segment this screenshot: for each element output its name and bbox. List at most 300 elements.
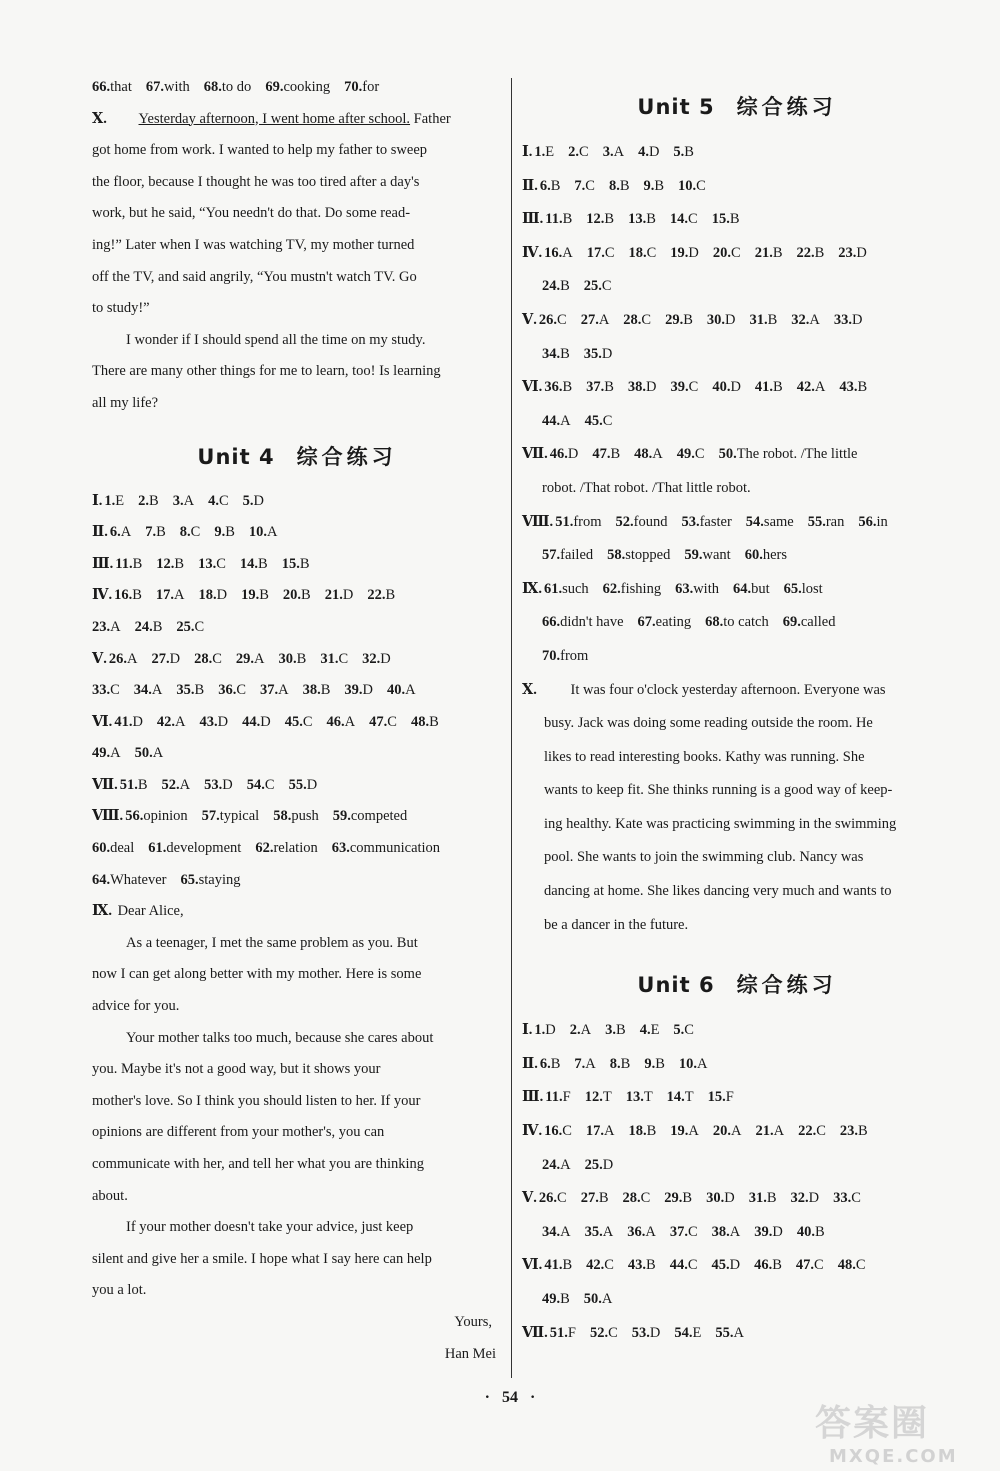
answer-value: A — [560, 1223, 571, 1240]
answer-item — [542, 614, 624, 630]
answer-value: D — [132, 713, 143, 730]
answer-value: D — [730, 379, 741, 396]
question-number: 31. — [320, 650, 339, 667]
question-number: 15. — [711, 211, 730, 228]
question-number: 2. — [568, 144, 580, 160]
question-number: 30. — [278, 650, 297, 667]
question-number: 48. — [837, 1257, 856, 1274]
answer-value: B — [550, 1055, 561, 1072]
answer-value: A — [405, 682, 416, 699]
answer-value: A — [696, 1055, 708, 1072]
answer-item — [204, 777, 233, 793]
answer-value: B — [194, 682, 205, 699]
answer-value: B — [598, 1190, 609, 1207]
section-label: Ⅲ. — [92, 555, 114, 572]
question-number: 9. — [644, 1055, 656, 1072]
answer-row — [522, 1115, 952, 1149]
letter-signature: Han Mei — [444, 1345, 496, 1362]
answer-item — [92, 745, 121, 761]
answer-value: C — [731, 244, 741, 261]
answer-item — [603, 144, 624, 160]
answer-value: C — [218, 492, 229, 509]
question-number: 69. — [265, 79, 284, 95]
answer-row — [522, 304, 952, 338]
answer-value: F — [725, 1089, 734, 1106]
answer-value: C — [110, 682, 120, 699]
answer-value: B — [773, 379, 783, 396]
answer-value: B — [562, 379, 573, 396]
essay-x-left — [92, 104, 502, 420]
answer-value: B — [560, 278, 570, 295]
essay-line: be a dancer in the future. — [544, 916, 689, 933]
answer-value: C — [851, 1190, 861, 1207]
answer-item — [707, 312, 736, 328]
answer-item — [719, 446, 858, 462]
section-label: Ⅱ. — [522, 177, 538, 194]
answer-value: C — [557, 1190, 567, 1207]
answer-item — [327, 714, 356, 730]
answer-value: B — [766, 1190, 777, 1207]
right-column — [522, 78, 952, 1350]
answer-value: D — [362, 682, 374, 699]
question-number: 10. — [678, 177, 697, 194]
question-number: 32. — [791, 311, 810, 328]
unit5-title — [522, 78, 952, 136]
answer-item — [92, 619, 121, 635]
essay-line: the floor, because I thought he was too tired after a day's — [92, 173, 420, 190]
answer-value: B — [767, 311, 778, 328]
answer-row — [92, 517, 502, 549]
answer-item — [115, 556, 142, 572]
answer-value: B — [301, 587, 311, 604]
answer-value: C — [687, 1257, 698, 1274]
answer-item — [581, 312, 610, 328]
question-number: 12. — [586, 211, 605, 228]
question-number: 49. — [676, 446, 695, 463]
question-number: 35. — [584, 1223, 603, 1240]
answer-row — [522, 371, 952, 405]
question-number: 60. — [744, 547, 763, 564]
answer-item — [265, 79, 330, 95]
answer-value: D — [852, 311, 863, 328]
page-number: · 54 · — [484, 1389, 536, 1406]
left-column — [92, 72, 502, 1370]
answer-value: cooking — [283, 79, 331, 95]
answer-item — [320, 651, 348, 667]
answer-value: called — [800, 614, 836, 631]
answer-value: A — [773, 1123, 785, 1140]
answer-value: D — [260, 713, 271, 730]
answer-value: A — [814, 379, 826, 396]
answer-item — [708, 1089, 734, 1105]
question-number: 58. — [607, 547, 626, 564]
answer-item — [542, 346, 570, 362]
answer-item — [581, 1190, 609, 1206]
answer-item — [755, 245, 783, 261]
answer-item — [214, 524, 235, 540]
answer-item — [628, 379, 657, 395]
answer-value: C — [602, 412, 613, 429]
section-label: Ⅰ. — [522, 144, 533, 160]
answer-value: C — [338, 650, 349, 667]
section-label: Ⅱ. — [522, 1055, 538, 1072]
answer-row — [522, 237, 952, 271]
essay-line: dancing at home. She likes dancing very much and wants to — [544, 883, 892, 900]
answer-value: want — [702, 547, 731, 564]
answer-value: A — [254, 650, 265, 667]
letter-line: you a lot. — [92, 1282, 147, 1299]
question-number: 14. — [669, 211, 689, 228]
answer-value: same — [763, 513, 794, 530]
answer-item — [570, 1022, 591, 1038]
answer-value: C — [684, 1022, 694, 1039]
answer-item — [114, 714, 143, 730]
unit-title-cn: 综合练习 — [736, 973, 837, 998]
question-number: 45. — [711, 1257, 730, 1274]
essay-line: got home from work. I wanted to help my father to sweep — [92, 142, 428, 159]
answer-item — [249, 524, 278, 540]
question-number: 14. — [666, 1089, 685, 1106]
answer-value: deal — [110, 840, 135, 857]
answer-value: A — [809, 311, 820, 328]
question-number: 12. — [584, 1089, 603, 1106]
answer-value: The robot. /The little — [736, 446, 858, 463]
answer-item — [754, 1224, 783, 1240]
answer-value: stopped — [625, 547, 671, 564]
essay-line: busy. Jack was doing some reading outside the room. He — [544, 715, 873, 732]
answer-value: A — [110, 745, 121, 762]
answer-item — [706, 1190, 735, 1206]
answer-value: B — [225, 524, 235, 541]
answer-value: C — [688, 379, 699, 396]
answer-value: B — [610, 446, 621, 463]
section-label: Ⅶ. — [522, 446, 548, 463]
question-number: 55. — [288, 776, 307, 793]
question-number: 5. — [242, 492, 254, 509]
unit-title-en: Unit 5 — [637, 95, 715, 119]
answer-value: C — [608, 1324, 618, 1341]
answer-value: faster — [699, 513, 732, 530]
question-number: 32. — [790, 1190, 809, 1207]
section-label: Ⅱ. — [92, 524, 108, 541]
answer-item — [92, 872, 166, 888]
question-number: 36. — [218, 682, 237, 699]
answer-item — [622, 1190, 650, 1206]
answer-item — [387, 682, 416, 698]
section-label: Ⅶ. — [92, 776, 118, 793]
answer-item — [629, 1123, 657, 1139]
answer-value: B — [259, 587, 269, 604]
answer-item — [544, 1123, 572, 1139]
answer-item — [283, 587, 311, 603]
answer-value: E — [545, 144, 555, 160]
answer-value: A — [266, 524, 278, 541]
answer-value: C — [816, 1123, 826, 1140]
answer-item — [303, 682, 331, 698]
answer-row — [92, 865, 502, 897]
letter-line: now I can get along better with my mother. Here is some — [92, 966, 422, 983]
answer-item — [289, 777, 318, 793]
answer-item — [616, 514, 668, 530]
answer-value: B — [654, 177, 665, 194]
answer-row — [522, 1182, 952, 1216]
question-number: 69. — [782, 614, 801, 631]
answer-value: ran — [825, 513, 845, 530]
answer-item — [628, 211, 656, 227]
answer-item — [540, 1056, 561, 1072]
answer-item — [236, 651, 265, 667]
answer-item — [670, 1257, 698, 1273]
answer-value: B — [646, 211, 656, 228]
question-number: 57. — [201, 808, 220, 825]
answer-item — [797, 245, 825, 261]
question-number: 8. — [179, 524, 191, 541]
answer-item — [733, 581, 770, 597]
answer-block-top — [92, 72, 502, 104]
answer-item — [260, 682, 289, 698]
answer-item — [135, 619, 163, 635]
answer-value: D — [545, 1022, 556, 1039]
essay-underlined-sentence: Yesterday afternoon, I went home after school. — [138, 110, 411, 127]
answer-value: staying — [198, 871, 241, 888]
essay-line: There are many other things for me to learn, too! Is learning — [92, 363, 441, 380]
essay-line: wants to keep fit. She thinks running is a good way of keep- — [544, 782, 893, 799]
section-label: Ⅰ. — [522, 1022, 533, 1039]
answer-item — [545, 1089, 570, 1105]
answer-value: B — [560, 1291, 570, 1307]
section-label: Ⅵ. — [92, 713, 113, 730]
answer-item — [156, 556, 184, 572]
question-number: 40. — [712, 379, 731, 396]
answer-value: from — [573, 513, 602, 530]
question-number: 23. — [839, 1123, 859, 1140]
answer-item — [585, 1157, 614, 1173]
answer-value: D — [808, 1190, 820, 1207]
answer-item — [176, 619, 204, 635]
answer-value: typical — [219, 808, 260, 825]
answer-item — [134, 682, 163, 698]
answer-item — [333, 808, 408, 824]
answer-item — [180, 872, 240, 888]
question-number: 47. — [592, 446, 611, 463]
answer-item — [673, 144, 694, 160]
answer-value: T — [684, 1089, 694, 1106]
answer-item — [634, 446, 663, 462]
answer-row — [92, 72, 502, 104]
question-number: 53. — [204, 776, 223, 793]
answer-item — [586, 379, 614, 395]
answer-row — [522, 405, 952, 439]
question-number: 39. — [754, 1223, 773, 1240]
essay-x-right — [522, 674, 952, 943]
question-number: 32. — [362, 650, 381, 667]
answer-item — [198, 556, 226, 572]
answer-value: A — [602, 1223, 614, 1240]
answer-value: E — [692, 1324, 702, 1341]
answer-row — [522, 1216, 952, 1250]
answer-item — [367, 587, 395, 603]
answer-value: A — [613, 144, 625, 160]
answer-item — [156, 587, 185, 603]
question-number: 39. — [670, 379, 689, 396]
answer-value: A — [560, 412, 571, 429]
answer-value: in — [876, 513, 888, 530]
answer-item — [712, 379, 741, 395]
essay-line: work, but he said, “You needn't do that. Do some read- — [92, 205, 411, 222]
answer-value: C — [604, 1257, 614, 1274]
answer-value: B — [646, 1257, 656, 1274]
question-number: 66. — [92, 79, 111, 95]
answer-value: B — [149, 492, 159, 509]
question-number: 22. — [798, 1123, 817, 1140]
answer-item — [273, 808, 319, 824]
question-number: 62. — [255, 840, 274, 857]
answer-item — [157, 714, 186, 730]
question-number: 66. — [542, 614, 561, 631]
question-number: 39. — [344, 682, 363, 699]
answer-value: B — [858, 1123, 868, 1140]
answer-value: F — [567, 1324, 576, 1341]
answer-row — [522, 338, 952, 372]
question-number: 63. — [675, 580, 694, 597]
question-number: 42. — [796, 379, 815, 396]
answer-item — [362, 651, 391, 667]
answer-row — [522, 640, 952, 674]
unit4-answers — [92, 486, 502, 897]
answer-item — [241, 587, 269, 603]
question-number: 15. — [707, 1089, 726, 1106]
question-number: 51. — [119, 776, 138, 793]
answer-value: D — [253, 492, 264, 509]
answer-item — [678, 178, 706, 194]
answer-item — [242, 714, 271, 730]
answer-value: B — [550, 177, 561, 194]
answer-item — [173, 493, 194, 509]
question-number: 26. — [538, 311, 558, 328]
letter-line: If your mother doesn't take your advice, just keep — [126, 1219, 414, 1236]
answer-item — [840, 1123, 868, 1139]
question-number: 59. — [332, 808, 351, 825]
answer-value: B — [646, 1123, 657, 1140]
answer-item — [344, 682, 373, 698]
question-number: 28. — [622, 1190, 641, 1207]
answer-item — [756, 1123, 785, 1139]
answer-item — [644, 178, 665, 194]
answer-item — [550, 1325, 576, 1341]
question-number: 43. — [839, 379, 858, 396]
question-number: 46. — [754, 1257, 773, 1274]
answer-value: found — [633, 513, 668, 530]
answer-value: D — [856, 244, 867, 261]
answer-item — [713, 245, 741, 261]
section-label: Ⅵ. — [522, 379, 543, 396]
answer-item — [540, 178, 561, 194]
question-number: 70. — [344, 79, 363, 95]
question-number: 57. — [542, 547, 561, 564]
answer-item — [670, 1224, 698, 1240]
question-number: 1. — [104, 492, 116, 509]
answer-value: C — [814, 1257, 824, 1274]
question-number: 24. — [542, 1156, 561, 1173]
answer-value: C — [641, 311, 652, 328]
question-number: 3. — [172, 492, 184, 509]
question-number: 1. — [534, 144, 546, 160]
answer-item — [712, 1224, 741, 1240]
question-number: 8. — [609, 1055, 621, 1072]
section-label: Ⅸ. — [522, 580, 542, 597]
answer-item — [584, 278, 612, 294]
answer-value: B — [385, 587, 396, 604]
question-number: 58. — [273, 808, 292, 825]
answer-value: T — [602, 1089, 612, 1106]
question-number: 65. — [783, 580, 802, 597]
answer-item — [344, 79, 379, 95]
answer-item — [627, 1224, 656, 1240]
answer-item — [255, 840, 317, 856]
answer-item — [176, 682, 204, 698]
answer-value: B — [258, 555, 268, 572]
answer-row — [522, 136, 952, 170]
answer-row — [522, 506, 952, 540]
answer-value: B — [299, 555, 310, 572]
question-number: 52. — [615, 513, 634, 530]
question-number: 63. — [331, 840, 350, 857]
answer-value: B — [620, 1055, 631, 1072]
question-number: 7. — [145, 524, 157, 541]
question-number: 42. — [586, 1257, 605, 1274]
essay-line-rest: Father — [410, 110, 451, 127]
answer-item — [838, 245, 867, 261]
question-number: 37. — [586, 379, 605, 396]
question-number: 51. — [555, 513, 574, 530]
answer-item — [138, 493, 159, 509]
letter-line: silent and give her a smile. I hope what I say here can help — [92, 1250, 432, 1267]
answer-item — [715, 1325, 744, 1341]
answer-value: lost — [801, 580, 823, 597]
answer-item — [626, 1089, 653, 1105]
section-label: Ⅴ. — [522, 311, 537, 328]
letter-closing: Yours, — [454, 1313, 492, 1330]
question-number: 55. — [807, 513, 826, 530]
answer-value: A — [174, 587, 185, 604]
question-number: 23. — [92, 618, 111, 635]
answer-item — [544, 1257, 572, 1273]
answer-row — [92, 833, 502, 865]
answer-item — [104, 493, 124, 509]
answer-value: C — [855, 1257, 866, 1274]
unit-title-en: Unit 6 — [637, 973, 715, 998]
question-number: 14. — [239, 555, 259, 572]
unit-title-en: Unit 4 — [197, 444, 275, 469]
answer-value: B — [772, 244, 783, 261]
answer-value: eating — [655, 614, 692, 631]
answer-value: development — [166, 840, 242, 857]
essay-line: all my life? — [92, 394, 159, 411]
answer-item — [750, 312, 778, 328]
answer-row — [522, 270, 952, 304]
answer-value: such — [562, 580, 589, 597]
essay-line: I wonder if I should spend all the time on my study. — [126, 331, 426, 348]
answer-item — [534, 144, 554, 160]
answer-value: T — [643, 1089, 653, 1106]
question-number: 46. — [326, 713, 345, 730]
answer-item — [586, 211, 614, 227]
question-number: 45. — [284, 713, 303, 730]
answer-value: from — [560, 647, 589, 664]
question-number: 55. — [715, 1324, 734, 1341]
answer-row — [92, 707, 502, 739]
answer-value: A — [604, 1123, 615, 1140]
